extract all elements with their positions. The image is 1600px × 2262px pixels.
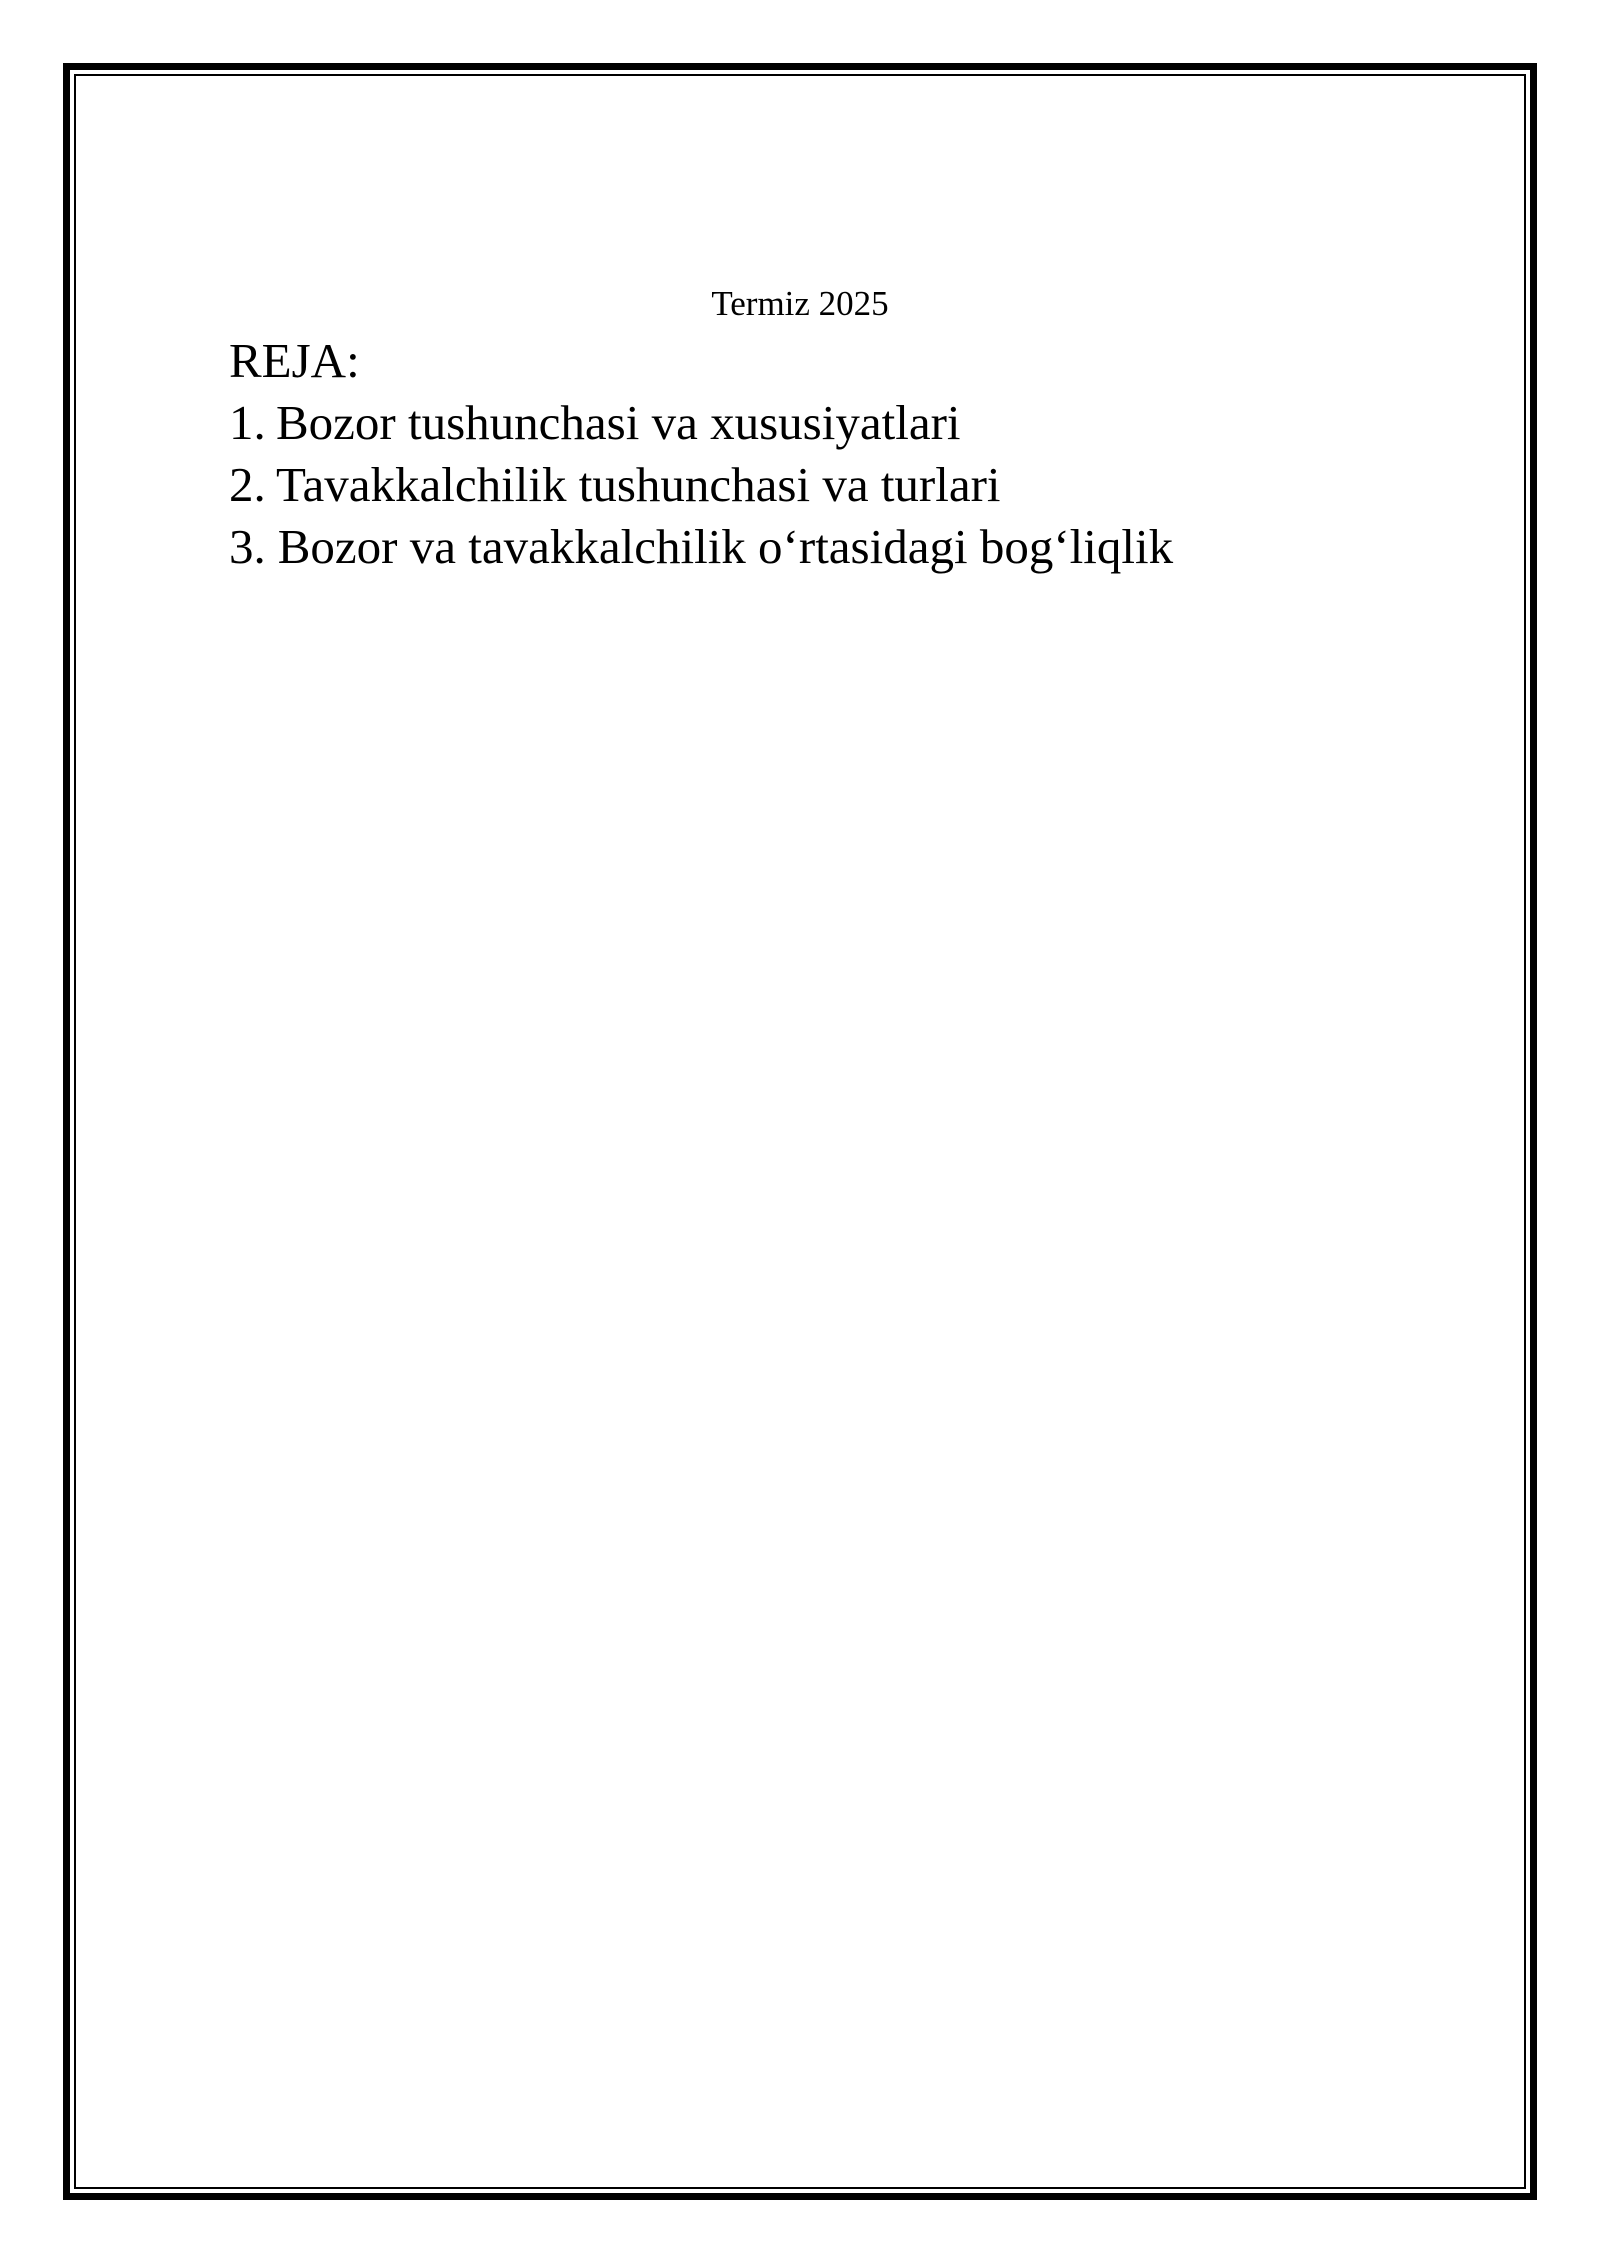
plan-item-number: 1. xyxy=(229,395,266,450)
plan-item xyxy=(229,516,1479,578)
plan-item-text: Bozor va tavakkalchilik o‘rtasidagi bog‘liqlik xyxy=(277,519,1174,574)
plan-heading: REJA: xyxy=(229,333,360,388)
plan-item-text: Tavakkalchilik tushunchasi va turlari xyxy=(276,457,1001,512)
plan-list xyxy=(229,392,1479,578)
plan-item xyxy=(229,392,1479,454)
plan-item-number: 2. xyxy=(229,457,266,512)
plan-section xyxy=(229,330,1479,578)
plan-item-text: Bozor tushunchasi va xususiyatlari xyxy=(276,395,961,450)
plan-item xyxy=(229,454,1479,516)
plan-item-number: 3. xyxy=(229,519,266,574)
location-date: Termiz 2025 xyxy=(711,284,889,323)
